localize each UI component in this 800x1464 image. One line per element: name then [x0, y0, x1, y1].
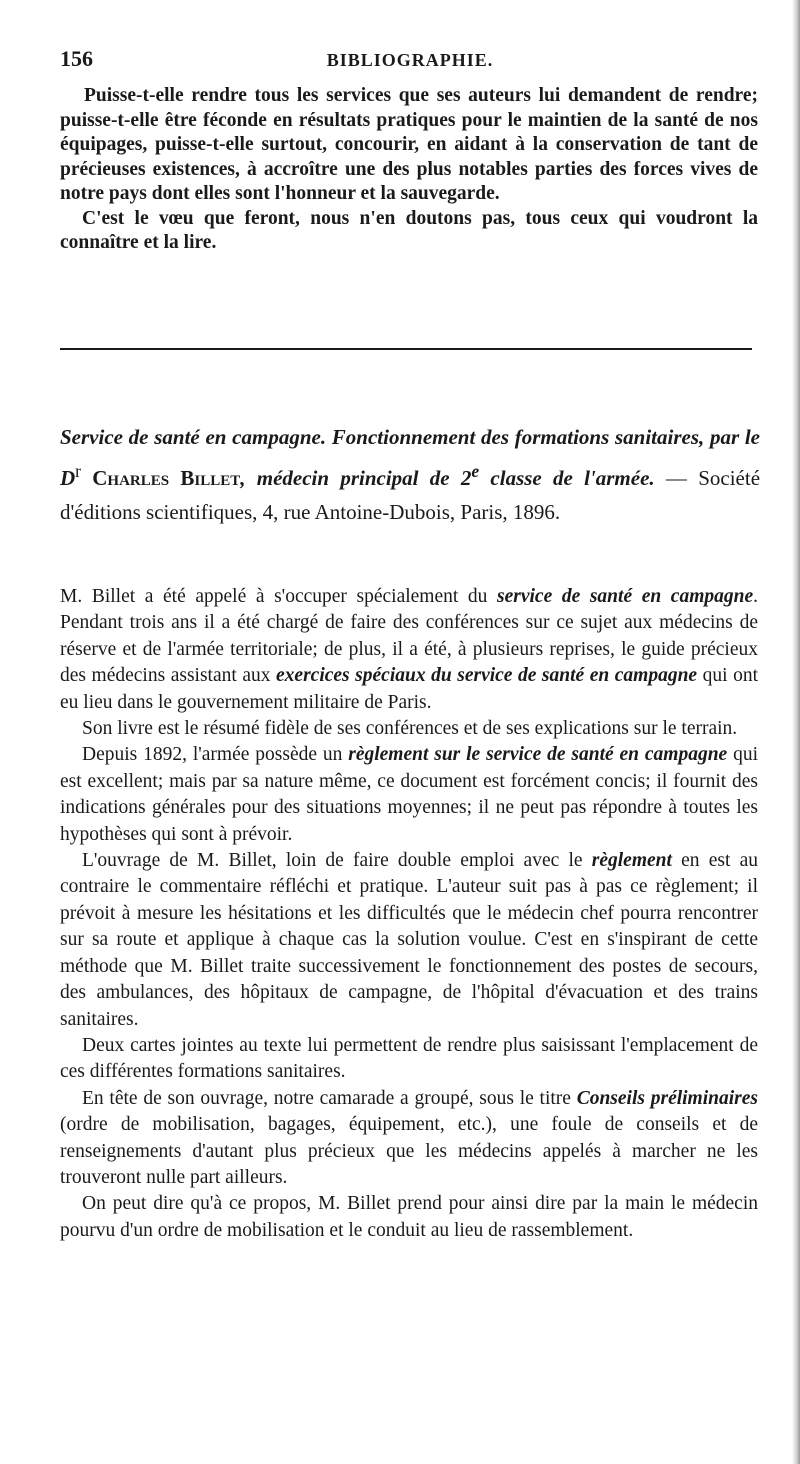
- citation-role-end: classe de l'armée.: [479, 466, 655, 490]
- body-paragraph-5: Deux cartes jointes au texte lui permettent de rendre plus saisissant l'emplacement de ces différentes formations sanitaires.: [60, 1034, 758, 1083]
- body-p4-text-b: en est au contraire le commentaire réfléchi et pratique. L'auteur suit pas à pas ce règlement; il prévoit à mesure les hésitations et les difficultés que le médecin chef pourra rencontrer sur sa route et applique à chaque cas la solution voulue. C'est en s'inspirant de cette méthode que M. Billet traite successivement le fonctionnement des postes de secours, des ambulances, des hôpitaux de campagne, de l'hôpital d'évacuation et des trains sanitaires.: [60, 850, 758, 1030]
- running-head: BIBLIOGRAPHIE.: [326, 50, 494, 70]
- citation-dr-sup: r: [75, 461, 81, 481]
- body-paragraph-7: On peut dire qu'à ce propos, M. Billet prend pour ainsi dire par la main le médecin pourvu d'un ordre de mobilisation et le conduit au lieu de rassemblement.: [60, 1193, 758, 1241]
- scan-edge: [792, 0, 800, 1464]
- body-p3-text-b: qui est excellent; mais par sa nature même, ce document est forcément concis; il fournit des indications générales pour des situations moyennes; il ne peut pas répondre à toutes les hypothèses qui sont à prévoir.: [60, 744, 758, 845]
- body-p4-text-a: L'ouvrage de M. Billet, loin de faire double emploi avec le: [82, 850, 592, 872]
- book-citation: [60, 420, 760, 529]
- body-paragraph-6: [60, 1086, 758, 1192]
- body-paragraph-1: [60, 584, 758, 716]
- review-body: [60, 584, 758, 1244]
- body-paragraph-2: Son livre est le résumé fidèle de ses conférences et de ses explications sur le terrain.: [82, 718, 738, 740]
- page-number: 156: [60, 46, 93, 71]
- body-p3-text-a: Depuis 1892, l'armée possède un: [82, 744, 349, 766]
- citation-author: Charles Billet: [92, 466, 241, 490]
- body-p6-italic: Conseils préliminaires: [576, 1087, 758, 1109]
- body-p4-italic: règlement: [591, 850, 672, 872]
- body-p6-text-b: (ordre de mobilisation, bagages, équipement, etc.), une foule de conseils et de renseignements d'autant plus précieux que les médecins appelés à marcher ne les trouveront nulle part ailleurs.: [60, 1114, 758, 1188]
- body-p3-italic: règlement sur le service de santé en campagne: [348, 744, 728, 766]
- intro-paragraph-2: C'est le vœu que feront, nous n'en doutons pas, tous ceux qui voudront la connaître et la lire.: [60, 207, 758, 253]
- body-p1-text-b: . Pendant trois ans il a été chargé de faire des conférences sur ce sujet aux médecins de réserve et de l'armée territoriale; de plus, il a été, à plusieurs reprises, le guide précieux des médecins assistant aux: [60, 586, 759, 687]
- intro-text: [60, 84, 758, 256]
- citation-title: Service de santé en campagne. Fonctionnement des formations sanitaires, par le D: [60, 425, 760, 490]
- body-p1-text-c: qui ont eu lieu dans le gouvernement militaire de Paris.: [60, 665, 758, 713]
- citation-role: , médecin principal de 2: [240, 466, 472, 490]
- intro-paragraph-1: Puisse-t-elle rendre tous les services que ses auteurs lui demandent de rendre; puisse-t-elle être féconde en résultats pratiques pour le maintien de la santé de nos équipages, puisse-t-elle surtout, concourir, en aidant à la conservation de tant de précieuses existences, à accroître une des plus notables parties des forces vives de notre pays dont elles sont l'honneur et la sauvegarde.: [60, 85, 758, 204]
- section-divider: [60, 348, 752, 350]
- body-p1-italic-1: service de santé en campagne: [497, 586, 754, 607]
- body-paragraph-4: [60, 848, 758, 1033]
- body-p1-text-a: M. Billet a été appelé à s'occuper spécialement du: [60, 586, 498, 607]
- page-header: [60, 46, 760, 76]
- body-p1-italic-2: exercices spéciaux du service de santé en campagne: [276, 665, 698, 687]
- body-p6-text-a: En tête de son ouvrage, notre camarade a groupé, sous le titre: [82, 1087, 577, 1109]
- citation-role-sup: e: [471, 461, 480, 481]
- citation-publisher: — Société d'éditions scientifiques, 4, rue Antoine-Dubois, Paris, 1896.: [60, 466, 761, 524]
- body-paragraph-3: [60, 742, 758, 848]
